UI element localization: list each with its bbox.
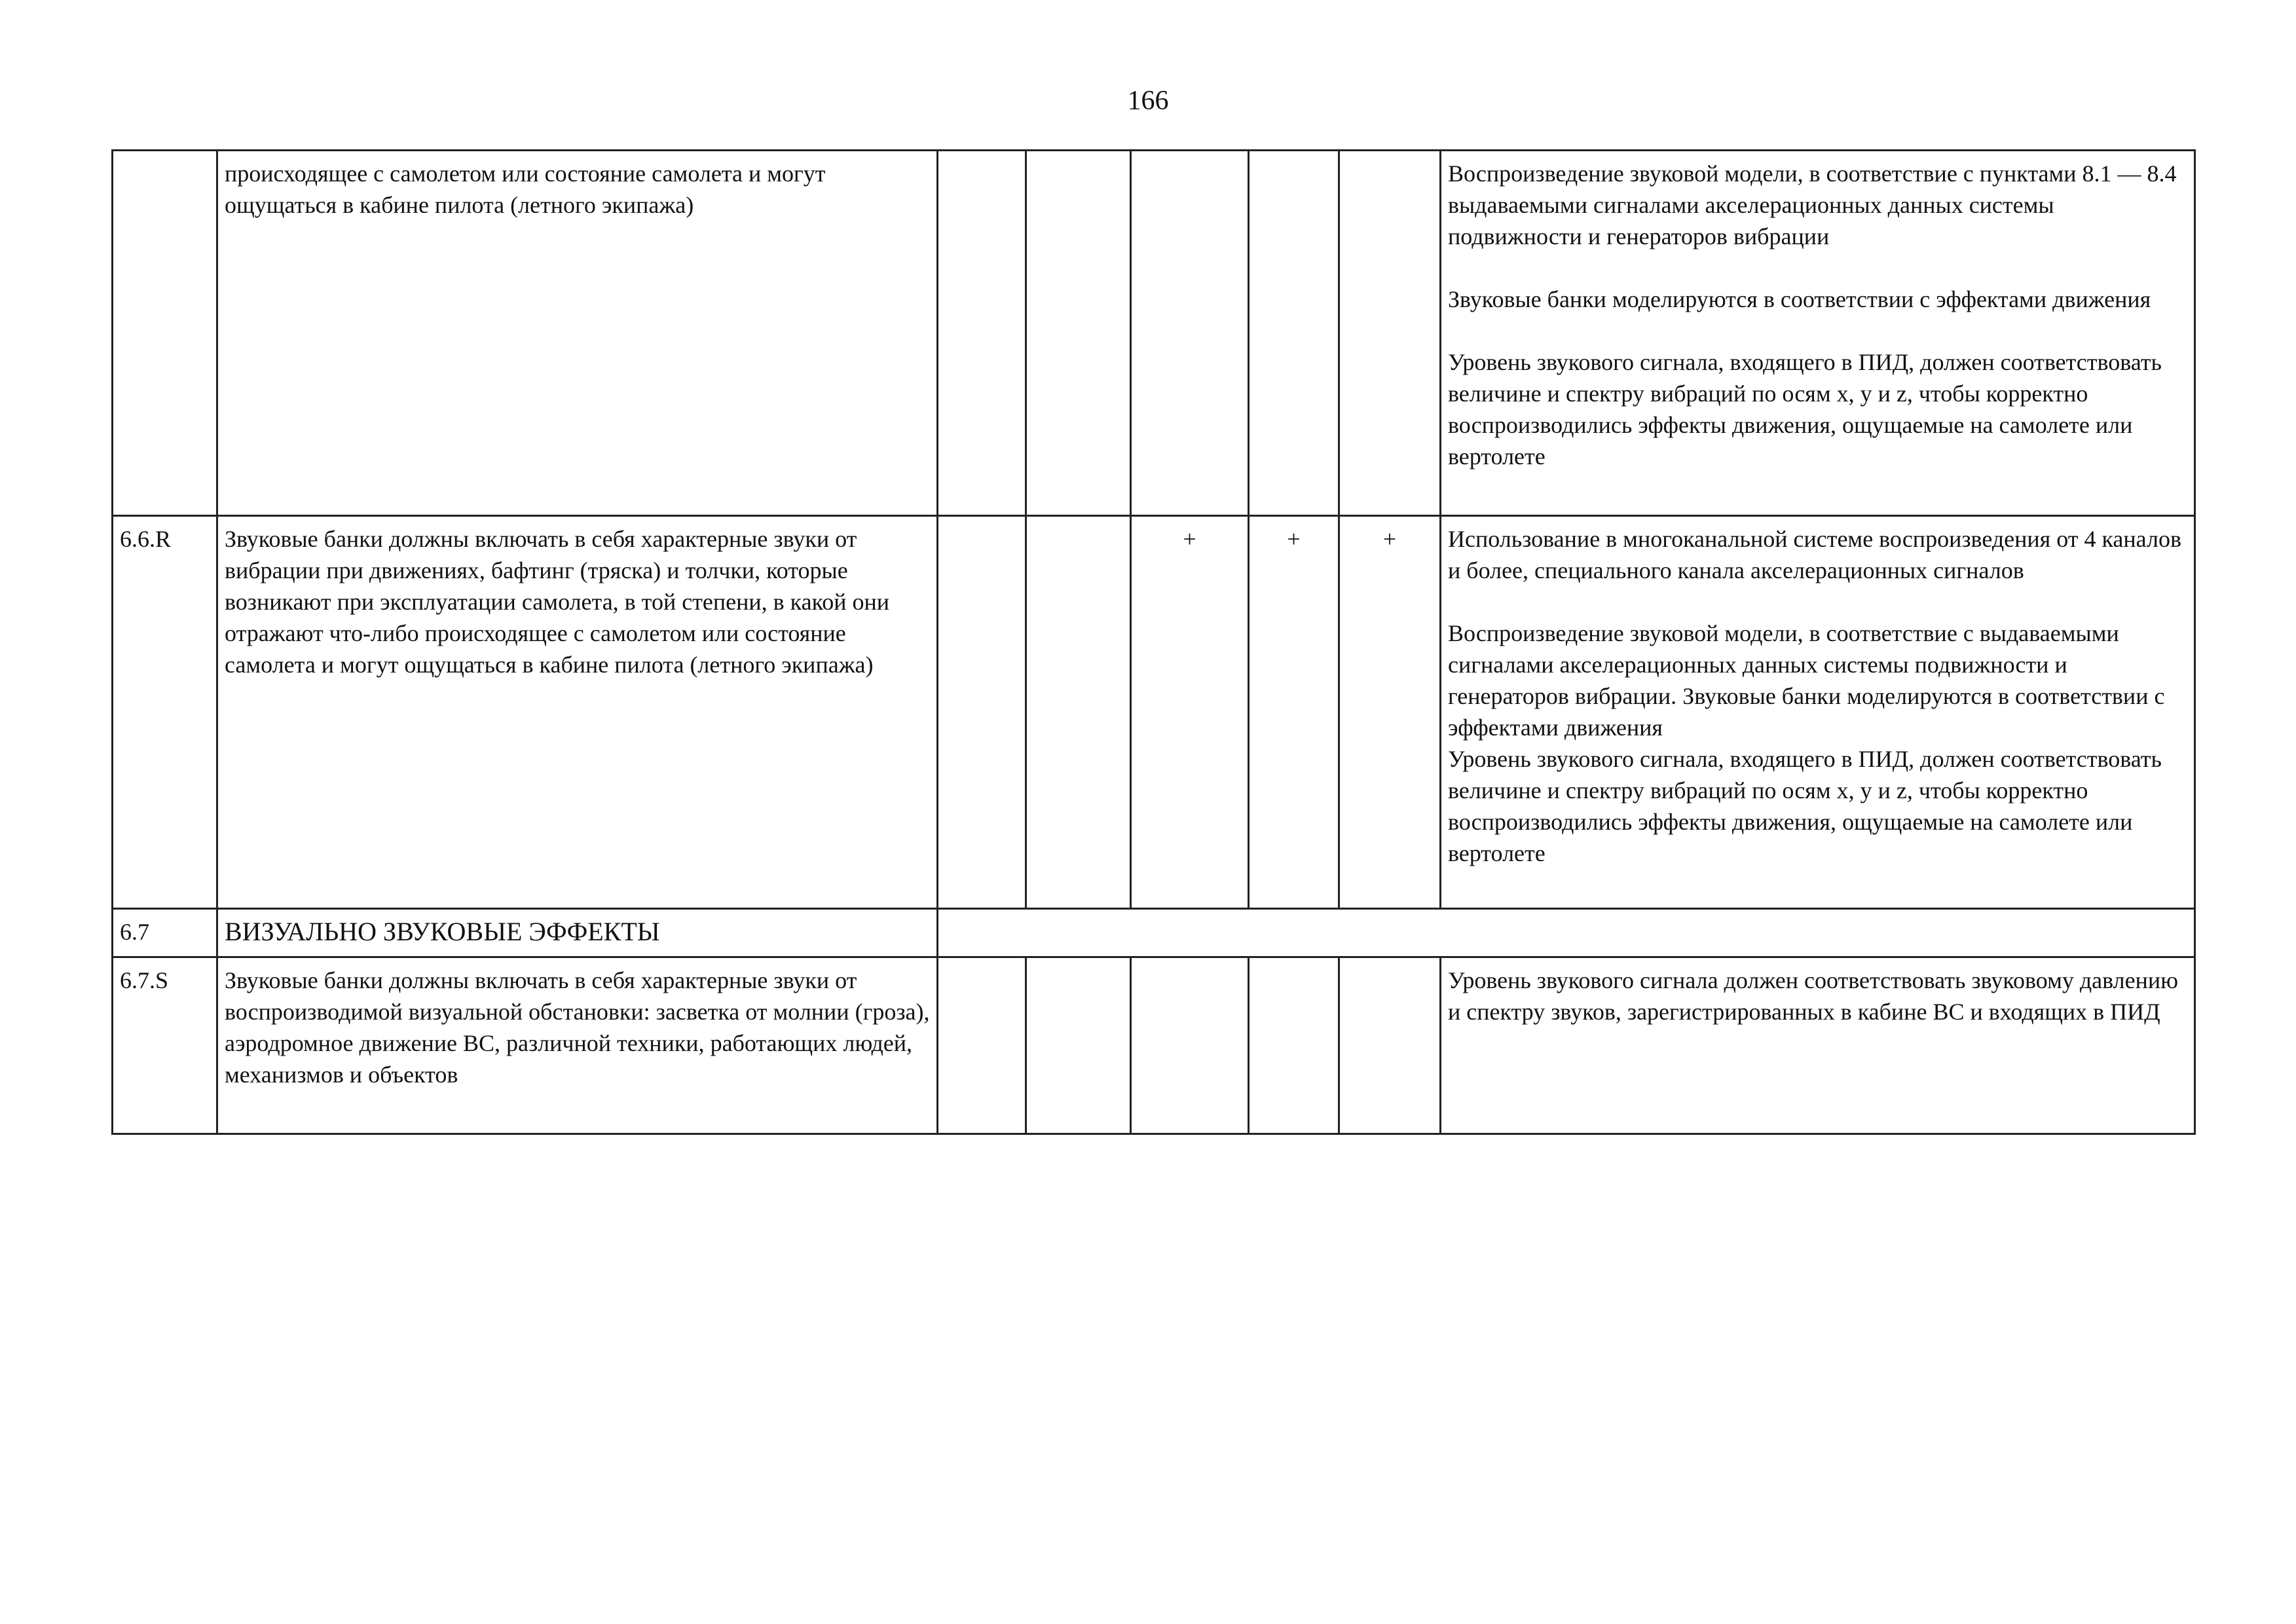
requirement-text: происходящее с самолетом или состояние самолета и могут ощущаться в кабине пилота (летного экипажа) bbox=[217, 151, 938, 516]
mark-cell bbox=[1131, 151, 1249, 516]
mark-cell bbox=[1026, 151, 1131, 516]
note-paragraph: Уровень звукового сигнала должен соответствовать звуковому давлению и спектру звуков, зарегистрированных в кабине ВС и входящих в ПИД bbox=[1448, 967, 2179, 1025]
section-title: ВИЗУАЛЬНО ЗВУКОВЫЕ ЭФФЕКТЫ bbox=[217, 909, 938, 957]
table-row bbox=[113, 151, 2195, 516]
notes-cell bbox=[1441, 957, 2195, 1134]
mark-cell: + bbox=[1249, 516, 1339, 909]
mark-cell bbox=[1131, 957, 1249, 1134]
row-code: 6.7.S bbox=[113, 957, 217, 1134]
mark-cell bbox=[1026, 957, 1131, 1134]
requirement-text: Звуковые банки должны включать в себя характерные звуки от воспроизводимой визуальной обстановки: засветка от молнии (гроза), аэродромное движение ВС, различной техники, работающих людей, механизмов и объектов bbox=[217, 957, 938, 1134]
note-paragraph: Уровень звукового сигнала, входящего в ПИД, должен соответствовать величине и спектру вибраций по осям x, y и z, чтобы корректно воспроизводились эффекты движения, ощущаемые на самолете или вертолете bbox=[1448, 746, 2162, 866]
notes-cell bbox=[1441, 516, 2195, 909]
note-paragraph: Уровень звукового сигнала, входящего в ПИД, должен соответствовать величине и спектру вибраций по осям x, y и z, чтобы корректно воспроизводились эффекты движения, ощущаемые на самолете или вертолете bbox=[1448, 349, 2162, 470]
row-code: 6.6.R bbox=[113, 516, 217, 909]
note-paragraph: Воспроизведение звуковой модели, в соответствие с выдаваемыми сигналами акселерационных данных системы подвижности и генераторов вибрации. Звуковые банки моделируются в соответствии с эффектами движения bbox=[1448, 620, 2165, 741]
mark-cell bbox=[1249, 151, 1339, 516]
notes-cell bbox=[1441, 151, 2195, 516]
mark-cell bbox=[938, 957, 1026, 1134]
row-code: 6.7 bbox=[113, 909, 217, 957]
page-number: 166 bbox=[1127, 86, 1169, 116]
requirements-table bbox=[111, 149, 2196, 1135]
mark-cell bbox=[938, 516, 1026, 909]
note-paragraph: Звуковые банки моделируются в соответствии с эффектами движения bbox=[1448, 286, 2151, 312]
note-paragraph: Воспроизведение звуковой модели, в соответствие с пунктами 8.1 — 8.4 выдаваемыми сигналами акселерационных данных системы подвижности и генераторов вибрации bbox=[1448, 160, 2177, 249]
mark-cell bbox=[1339, 957, 1441, 1134]
row-code bbox=[113, 151, 217, 516]
mark-cell: + bbox=[1339, 516, 1441, 909]
table-row bbox=[113, 957, 2195, 1134]
note-paragraph: Использование в многоканальной системе воспроизведения от 4 каналов и более, специального канала акселерационных сигналов bbox=[1448, 526, 2181, 583]
mark-cell bbox=[1249, 957, 1339, 1134]
mark-cell bbox=[1026, 516, 1131, 909]
table-row bbox=[113, 516, 2195, 909]
mark-cell bbox=[1339, 151, 1441, 516]
mark-cell bbox=[938, 151, 1026, 516]
mark-cell: + bbox=[1131, 516, 1249, 909]
requirement-text: Звуковые банки должны включать в себя характерные звуки от вибрации при движениях, бафтинг (тряска) и толчки, которые возникают при эксплуатации самолета, в той степени, в какой они отражают что-либо происходящее с самолетом или состояние самолета и могут ощущаться в кабине пилота (летного экипажа) bbox=[217, 516, 938, 909]
empty-merged-cell bbox=[938, 909, 2195, 957]
section-row bbox=[113, 909, 2195, 957]
